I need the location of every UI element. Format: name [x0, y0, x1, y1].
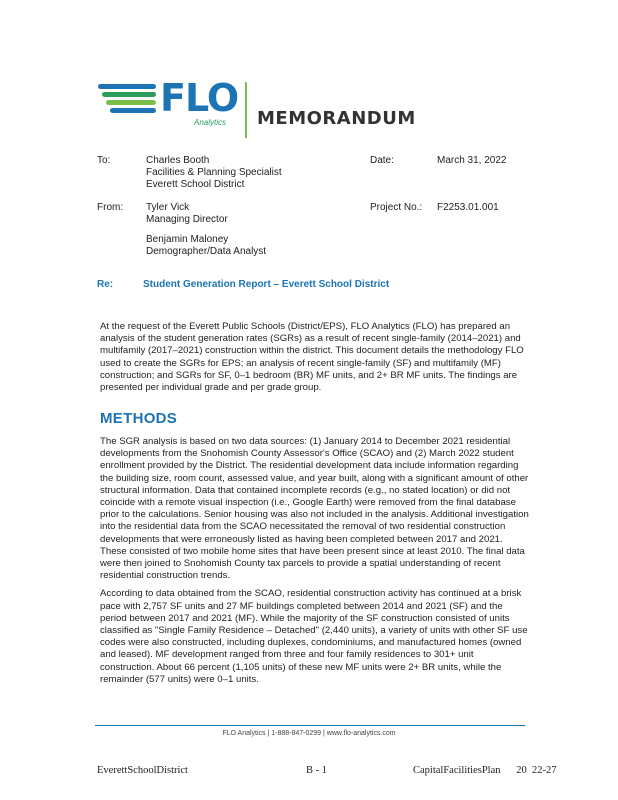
- to-name: Charles Booth: [146, 155, 210, 166]
- date-label: Date:: [370, 155, 394, 166]
- to-org: Everett School District: [146, 179, 245, 190]
- methods-paragraph-1: The SGR analysis is based on two data sources: (1) January 2014 to December 2021 residential developments from the Snohomish County Assessor's Office (SCAO) and (2) March 2022 student enrollment provided by the District. The residential development data include information regarding the building size, room count, assessed value, and year built, along with a significant amount of other structural information. Data that contained incomplete records (e.g., no stated location) or did not coincide with a remote visual inspection (i.e., Google Earth) were removed from the final database prior to the calculations. Senior housing was also not included in the analysis. Additional investigation into the residential data from the SCAO necessitated the removal of two residential construction developments that were erroneously listed as having been completed between 2017 and 2021. These consisted of two mobile home sites that have been present since at least 2010. The final data were then joined to Snohomish County tax parcels to provide a spatial understanding of recent residential construction trends.: [100, 436, 529, 582]
- re-label: Re:: [97, 279, 114, 290]
- bottom-right: CapitalFacilitiesPlan 20 22-27: [413, 765, 557, 776]
- flo-logo: [98, 70, 240, 130]
- logo-swoosh-3: [106, 100, 156, 105]
- methods-paragraph-2: According to data obtained from the SCAO, residential construction activity has continued at a brisk pace with 2,757 SF units and 27 MF buildings completed between 2014 and 2021 (SF) and the period between 2017 and 2021 (MF). While the majority of the SF construction consisted of units classified as "Single Family Residence – Detached" (2,440 units), a variety of units with other SF use codes were also constructed, including duplexes, condominiums, and manufactured homes (owned and leased). MF development ranged from three and four family residences to 301+ unit construction. About 66 percent (1,105 units) of these new MF units were 2+ BR units, while the remainder (577 units) were 0–1 units.: [100, 588, 528, 685]
- from-block-2: [146, 234, 266, 258]
- memo-title: MEMORANDUM: [257, 108, 416, 129]
- logo-swoosh-4: [110, 108, 156, 113]
- to-block: [146, 155, 282, 191]
- re-subject: Student Generation Report – Everett School District: [143, 279, 390, 290]
- footer-rule: [95, 725, 525, 726]
- logo-wordmark: FLO: [160, 76, 239, 120]
- from-title: Managing Director: [146, 214, 228, 225]
- date-value: March 31, 2022: [437, 155, 507, 166]
- title-divider: [245, 82, 247, 138]
- from-title-2: Demographer/Data Analyst: [146, 246, 267, 257]
- logo-swoosh-2: [102, 92, 156, 97]
- logo-subtext: Analytics: [194, 118, 227, 127]
- methods-body: [100, 436, 530, 692]
- to-label: To:: [97, 155, 111, 166]
- to-title: Facilities & Planning Specialist: [146, 167, 282, 178]
- intro-paragraph: At the request of the Everett Public Schools (District/EPS), FLO Analytics (FLO) has prepared an analysis of the student generation rates (SGRs) as a result of recent single-family (2014–2021) and multifamily (2017–2021) construction within the district. This document details the methodology FLO used to create the SGRs for EPS; an analysis of recent single-family (SF) and multifamily (MF) construction; and SGRs for SF, 0–1 bedroom (BR) MF units, and 2+ BR MF units. The findings are presented per individual grade and per grade group.: [100, 321, 524, 394]
- from-label: From:: [97, 202, 124, 213]
- from-block: [146, 202, 228, 226]
- page-number: B - 1: [306, 765, 327, 776]
- project-label: Project No.:: [370, 202, 423, 213]
- bottom-left: EverettSchoolDistrict: [97, 765, 188, 776]
- from-name: Tyler Vick: [146, 202, 190, 213]
- methods-heading: METHODS: [100, 410, 178, 427]
- project-value: F2253.01.001: [437, 202, 499, 213]
- logo-swoosh-1: [98, 84, 156, 89]
- page-footer: FLO Analytics | 1-888-847-0299 | www.flo-analytics.com: [222, 730, 396, 737]
- from-name-2: Benjamin Maloney: [146, 234, 229, 245]
